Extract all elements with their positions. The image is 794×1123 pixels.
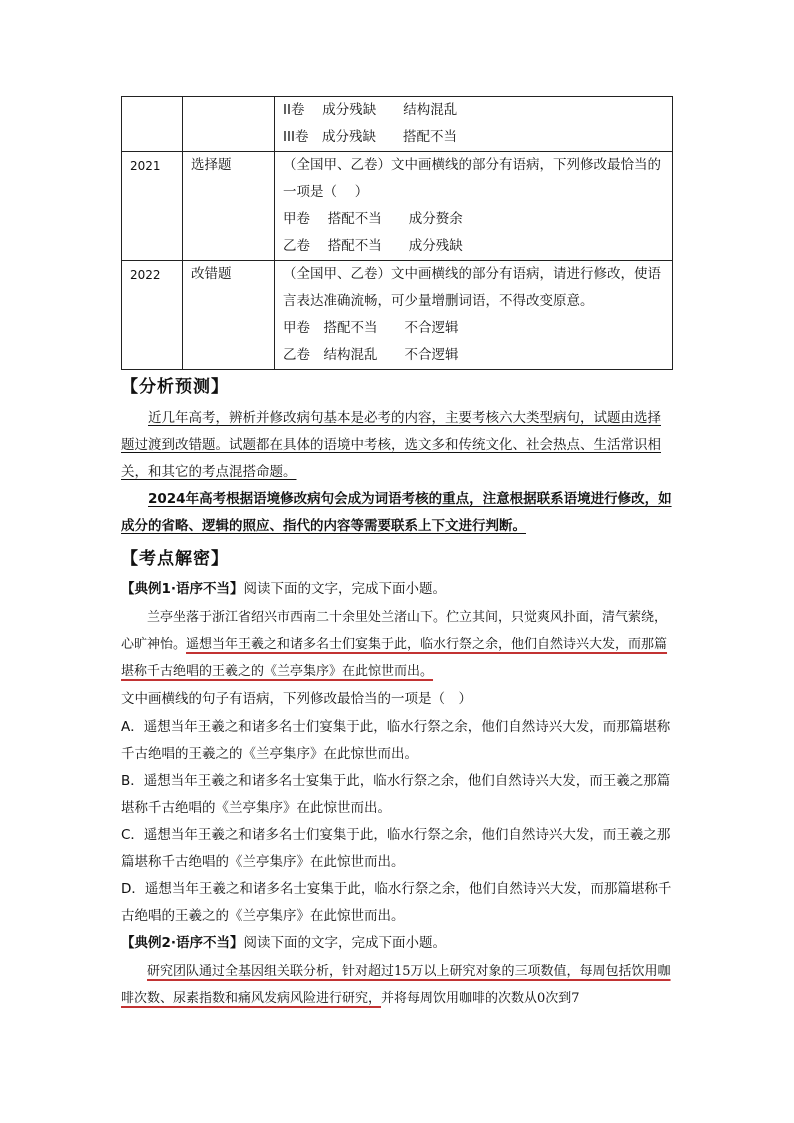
analysis-heading: 【分析预测】	[121, 377, 229, 397]
table-row	[122, 97, 673, 152]
detail-line: III卷 成分残缺 搭配不当	[283, 129, 457, 145]
example2-passage-plain: 并将每周饮用咖啡的次数从0次到7	[381, 991, 580, 1006]
forecast-paragraph-text: 2024年高考根据语境修改病句会成为词语考核的重点，注意根据联系语境进行修改，如成分的省略、逻辑的照应、指代的内容等需要联系上下文进行判断。	[121, 491, 672, 534]
year-cell: 2021	[122, 152, 183, 261]
exam-history-table	[121, 96, 673, 370]
option-d: D．遥想当年王羲之和诸多名士宴集于此，临水行祭之余，他们自然诗兴大发，而那篇堪称千古绝唱的王羲之的《兰亭集序》在此惊世而出。	[121, 881, 672, 924]
example1-passage-plain: 兰亭坐落于浙江省绍兴市西南二十余里处兰渚山下。伫立其间，只觉爽风扑面，清气萦绕，心旷神怡。	[121, 610, 668, 652]
example2-passage-underlined: 研究团队通过全基因组关联分析，针对超过15万以上研究对象的三项数值，每周包括饮用咖啡次数、尿素指数和痛风发病风险进行研究，	[121, 964, 671, 1006]
option-c: C．遥想当年王羲之和诸多名士们宴集于此，临水行祭之余，他们自然诗兴大发，而王羲之那篇堪称千古绝唱的《兰亭集序》在此惊世而出。	[121, 827, 671, 870]
example2-instruction: 阅读下面的文字，完成下面小题。	[243, 935, 447, 951]
detail-cell	[275, 261, 673, 370]
option-b: B．遥想当年王羲之和诸多名士宴集于此，临水行祭之余，他们自然诗兴大发，而王羲之那篇堪称千古绝唱的《兰亭集序》在此惊世而出。	[121, 773, 671, 816]
example2-label: 【典例2·语序不当】	[121, 935, 244, 951]
question-text: （全国甲、乙卷）文中画横线的部分有语病，下列修改最恰当的一项是（ ）	[283, 157, 661, 200]
year-cell: 2022	[122, 261, 183, 370]
type-cell	[183, 97, 275, 152]
detail-line: 乙卷 结构混乱 不合逻辑	[283, 347, 459, 363]
detail-line: II卷 成分残缺 结构混乱	[283, 102, 458, 118]
example1-instruction: 阅读下面的文字，完成下面小题。	[243, 581, 447, 597]
table-row	[122, 261, 673, 370]
detail-line: 甲卷 搭配不当 不合逻辑	[283, 320, 459, 336]
year-cell	[122, 97, 183, 152]
example2-header	[121, 930, 673, 957]
option-a: A．遥想当年王羲之和诸多名士们宴集于此，临水行祭之余，他们自然诗兴大发，而那篇堪称千古绝唱的王羲之的《兰亭集序》在此惊世而出。	[121, 719, 671, 762]
example1-question: 文中画横线的句子有语病，下列修改最恰当的一项是（ ）	[121, 691, 472, 707]
type-cell: 改错题	[183, 261, 275, 370]
example1-label: 【典例1·语序不当】	[121, 581, 244, 597]
detail-cell	[275, 152, 673, 261]
example1-passage-underlined: 遥想当年王羲之和诸多名士们宴集于此，临水行祭之余，他们自然诗兴大发，而那篇堪称千古绝唱的王羲之的《兰亭集序》在此惊世而出。	[121, 637, 668, 679]
analysis-paragraph-text: 近几年高考，辨析并修改病句基本是必考的内容，主要考核六大类型病句，试题由选择题过渡到改错题。试题都在具体的语境中考核，选文多和传统文化、社会热点、生活常识相关，和其它的考点混搭命题。	[121, 410, 661, 480]
detail-line: 甲卷 搭配不当 成分赘余	[283, 211, 463, 227]
example2-passage	[121, 958, 673, 1012]
type-cell: 选择题	[183, 152, 275, 261]
detail-cell	[275, 97, 673, 152]
example1-passage	[121, 604, 673, 685]
table-row	[122, 152, 673, 261]
analysis-paragraph	[121, 405, 673, 486]
detail-line: 乙卷 搭配不当 成分残缺	[283, 238, 463, 254]
example1-header	[121, 576, 673, 603]
forecast-paragraph	[121, 486, 673, 540]
keypoints-heading: 【考点解密】	[121, 549, 229, 569]
question-text: （全国甲、乙卷）文中画横线的部分有语病，请进行修改，使语言表达准确流畅，可少量增删词语，不得改变原意。	[283, 266, 661, 309]
